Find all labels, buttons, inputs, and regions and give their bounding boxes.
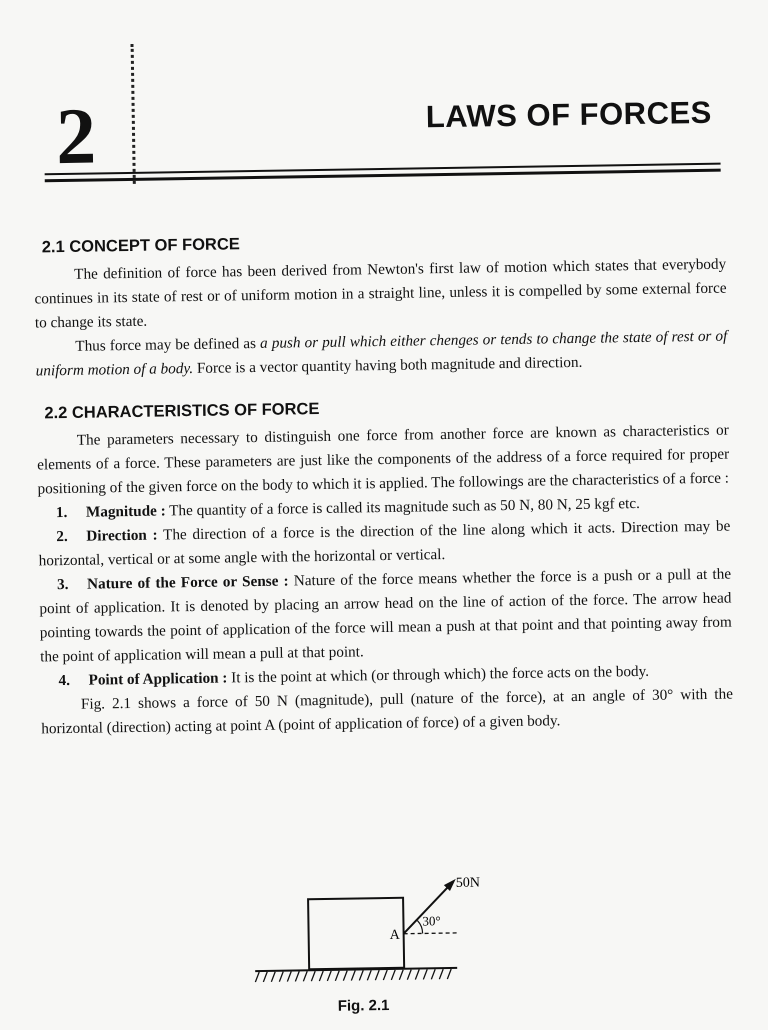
list-text: The direction of a force is the direction of the line along which it acts. Direction may be horizontal, vertical or at some angle with the horizontal or vertical.	[38, 517, 731, 570]
list-text: Nature of the force means whether the force is a push or a pull at the point of application. It is denoted by placing an arrow head on the line of action of the force. The arrow head pointing towards the point of application of the force will mean a push at that point and that pointing away from the point of application will mean a pull at that point.	[39, 565, 732, 666]
list-number: 4.	[58, 671, 71, 690]
force-label: 50N	[455, 875, 481, 891]
list-term: Point of Application :	[88, 669, 228, 689]
paragraph-figure-description: Fig. 2.1 shows a force of 50 N (magnitude), pull (nature of the force), at an angle of 30° with the horizontal (direction) acting at point A (point of application of force) of a given body.	[41, 685, 734, 738]
chapter-title: LAWS OF FORCES	[425, 94, 713, 135]
section-heading-concept: 2.1 CONCEPT OF FORCE	[41, 235, 240, 257]
paragraph-force-definition	[35, 325, 728, 384]
paragraph-tail: Force is a vector quantity having both magnitude and direction.	[192, 353, 583, 377]
list-number: 3.	[56, 575, 69, 594]
section-heading-characteristics: 2.2 CHARACTERISTICS OF FORCE	[44, 400, 320, 423]
angle-label: 30°	[422, 913, 441, 929]
list-term: Magnitude :	[85, 502, 166, 521]
list-text: It is the point at which (or through which) the force acts on the body.	[227, 662, 650, 687]
page-body	[34, 225, 734, 742]
list-number: 2.	[56, 527, 68, 546]
paragraph-lead: Thus force may be defined as	[75, 334, 261, 355]
list-term: Direction :	[86, 526, 158, 545]
point-label: A	[389, 927, 400, 943]
list-term: Nature of the Force or Sense :	[86, 572, 289, 593]
chapter-dotted-divider	[131, 44, 136, 184]
paragraph-characteristics-intro: The parameters necessary to distinguish one force from another force are known as characteristics or elements of a force. These parameters are just like the components of the address of a force required for proper positioning of the given force on the body to which it is applied. The followings are the characteristics of a force :	[37, 421, 730, 498]
figure-caption: Fig. 2.1	[337, 996, 390, 1015]
chapter-number: 2	[55, 92, 95, 182]
list-text: The quantity of a force is called its magnitude such as 50 N, 80 N, 25 kgf etc.	[165, 494, 640, 520]
definition-italic: a push or pull which either chenges or tends to change the state of rest or of uniform motion of a body.	[35, 327, 728, 380]
reference-dashed-line	[404, 933, 459, 934]
list-item-nature	[39, 563, 732, 670]
paragraph-definition: The definition of force has been derived from Newton's first law of motion which states that everybody continues in its state of rest or of uniform motion in a straight line, unless it is compelled by some external force to change its state.	[34, 255, 727, 332]
list-number: 1.	[55, 503, 68, 522]
